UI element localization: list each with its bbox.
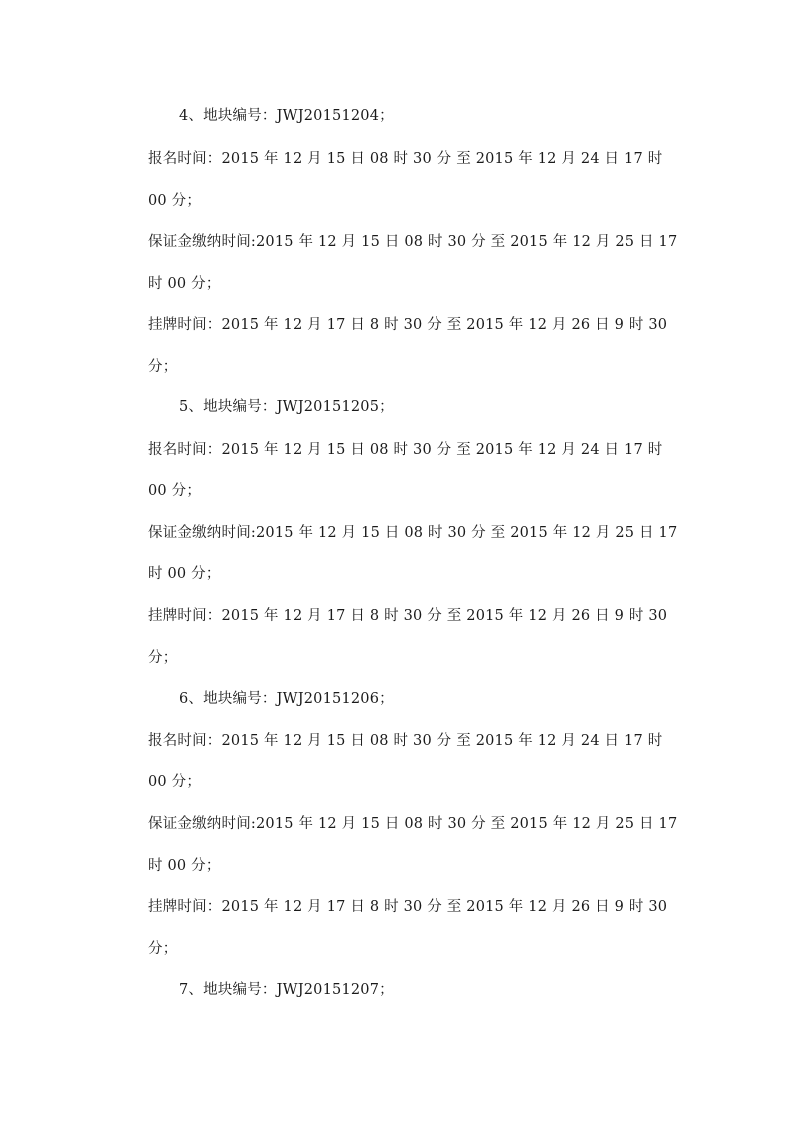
registration-time-line: 报名时间：2015 年 12 月 15 日 08 时 30 分 至 2015 年 12 月 24 日 17 时 bbox=[148, 733, 663, 749]
registration-time-line: 报名时间：2015 年 12 月 15 日 08 时 30 分 至 2015 年 12 月 24 日 17 时 bbox=[148, 151, 663, 167]
parcel-heading: 5、地块编号：JWJ20151205； bbox=[179, 399, 394, 415]
parcel-heading: 6、地块编号：JWJ20151206； bbox=[179, 691, 394, 707]
deposit-time-line: 保证金缴纳时间:2015 年 12 月 15 日 08 时 30 分 至 2015 年 12 月 25 日 17 bbox=[148, 525, 678, 541]
parcel-heading: 7、地块编号：JWJ20151207； bbox=[179, 982, 394, 998]
deposit-time-line: 保证金缴纳时间:2015 年 12 月 15 日 08 时 30 分 至 2015 年 12 月 25 日 17 bbox=[148, 816, 678, 832]
listing-time-line: 挂牌时间：2015 年 12 月 17 日 8 时 30 分 至 2015 年 12 月 26 日 9 时 30 bbox=[148, 899, 668, 915]
registration-time-line: 报名时间：2015 年 12 月 15 日 08 时 30 分 至 2015 年 12 月 24 日 17 时 bbox=[148, 442, 663, 458]
listing-time-cont: 分； bbox=[148, 650, 178, 666]
deposit-time-cont: 时 00 分； bbox=[148, 566, 221, 582]
deposit-time-cont: 时 00 分； bbox=[148, 858, 221, 874]
deposit-time-cont: 时 00 分； bbox=[148, 276, 221, 292]
listing-time-line: 挂牌时间：2015 年 12 月 17 日 8 时 30 分 至 2015 年 12 月 26 日 9 时 30 bbox=[148, 317, 668, 333]
listing-time-line: 挂牌时间：2015 年 12 月 17 日 8 时 30 分 至 2015 年 12 月 26 日 9 时 30 bbox=[148, 608, 668, 624]
deposit-time-line: 保证金缴纳时间:2015 年 12 月 15 日 08 时 30 分 至 2015 年 12 月 25 日 17 bbox=[148, 234, 678, 250]
listing-time-cont: 分； bbox=[148, 941, 178, 957]
parcel-heading: 4、地块编号：JWJ20151204； bbox=[179, 108, 394, 124]
listing-time-cont: 分； bbox=[148, 359, 178, 375]
registration-time-cont: 00 分； bbox=[148, 774, 202, 790]
registration-time-cont: 00 分； bbox=[148, 193, 202, 209]
registration-time-cont: 00 分； bbox=[148, 483, 202, 499]
